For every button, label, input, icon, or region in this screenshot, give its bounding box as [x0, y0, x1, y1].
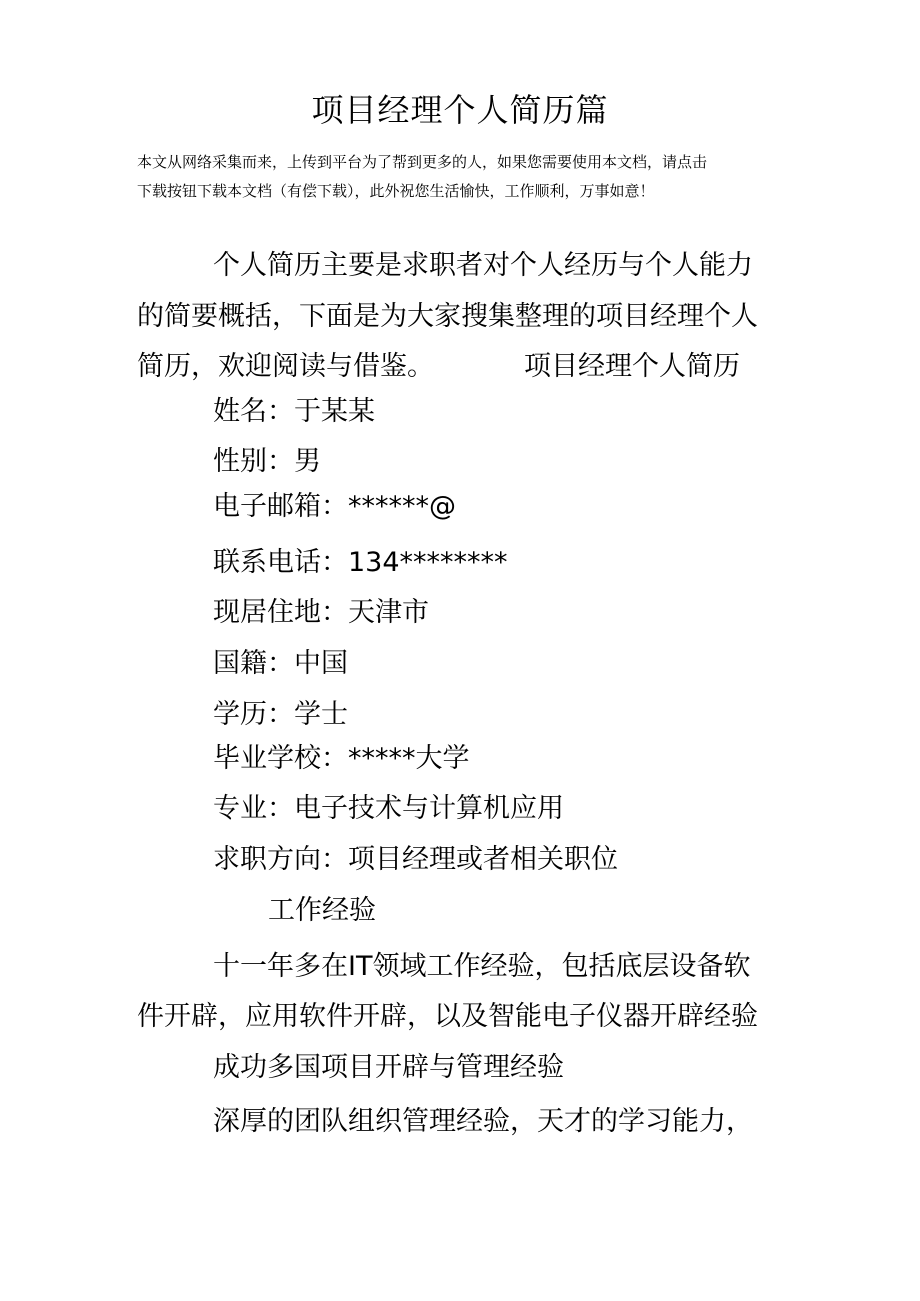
resume-heading: 项目经理个人简历 [524, 351, 740, 382]
field-nationality: 国籍：中国 [213, 648, 348, 679]
experience-line: 件开辟，应用软件开辟，以及智能电子仪器开辟经验 [137, 1001, 758, 1032]
field-gender: 性别：男 [213, 446, 321, 477]
intro-line-with-heading [137, 347, 740, 387]
section-heading-work-experience: 工作经验 [268, 895, 376, 926]
intro-line: 简历，欢迎阅读与借鉴。 [137, 351, 434, 382]
intro-line: 个人简历主要是求职者对个人经历与个人能力 [213, 250, 753, 281]
field-email: 电子邮箱：******@ [213, 491, 456, 522]
field-school: 毕业学校：*****大学 [213, 743, 470, 774]
notice-line: 下载按钮下载本文档（有偿下载），此外祝您生活愉快，工作顺利，万事如意！ [137, 182, 655, 200]
field-job-objective: 求职方向：项目经理或者相关职位 [213, 844, 618, 875]
field-name: 姓名：于某某 [213, 396, 375, 427]
experience-line: 十一年多在IT领域工作经验，包括底层设备软 [213, 951, 751, 982]
experience-line: 深厚的团队组织管理经验，天才的学习能力， [213, 1106, 753, 1137]
field-major: 专业：电子技术与计算机应用 [213, 793, 564, 824]
field-degree: 学历：学士 [213, 699, 348, 730]
document-title: 项目经理个人简历篇 [311, 91, 609, 129]
field-phone: 联系电话：134******** [213, 547, 508, 578]
intro-line: 的简要概括，下面是为大家搜集整理的项目经理个人 [137, 301, 758, 332]
experience-line: 成功多国项目开辟与管理经验 [213, 1052, 564, 1083]
notice-line: 本文从网络采集而来，上传到平台为了帮到更多的人，如果您需要使用本文档，请点击 [137, 153, 708, 171]
download-notice [137, 148, 797, 206]
field-residence: 现居住地：天津市 [213, 597, 429, 628]
